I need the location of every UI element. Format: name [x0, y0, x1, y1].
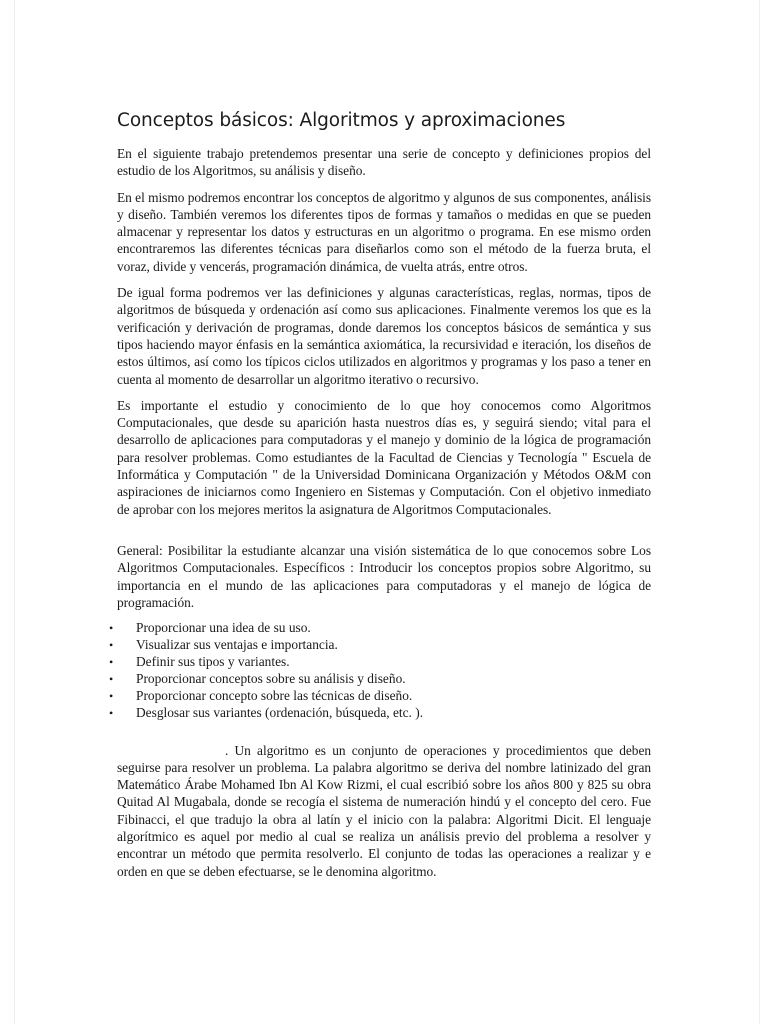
document-title: Conceptos básicos: Algoritmos y aproximaciones: [117, 110, 566, 131]
paragraph-importance: Es importante el estudio y conocimiento de lo que hoy conocemos como Algoritmos Computacionales, que desde su aparición hasta nuestros días es, y seguirá siendo; vital para el desarrollo de aplicaciones para computadoras y el manejo y dominio de la lógica de programación para resolver problemas. Como estudiantes de la Facultad de Ciencias y Tecnología " Escuela de Informática y Computación " de la Universidad Dominicana Organización y Métodos O&M con aspiraciones de iniciarnos como Ingeniero en Sistemas y Computación. Con el objetivo inmediato de aprobar con los mejores meritos la asignatura de Algoritmos Computacionales.: [117, 397, 651, 517]
list-item: [109, 671, 651, 688]
page-left-edge: [14, 0, 15, 1024]
bullet-icon: •: [109, 638, 114, 653]
bullet-icon: •: [109, 688, 114, 703]
paragraph-intro: En el siguiente trabajo pretendemos presentar una serie de concepto y definiciones propios del estudio de los Algoritmos, su análisis y diseño.: [117, 146, 651, 179]
bullet-icon: •: [109, 654, 114, 669]
paragraph-contents: En el mismo podremos encontrar los conceptos de algoritmo y algunos de sus componentes, análisis y diseño. También veremos los diferentes tipos de formas y tamaños o medidas en que se pueden almacenar y representar los datos y estructuras en un algoritmo o programa. En ese mismo orden encontraremos las diferentes técnicas para diseñarlos como son el método de la fuerza bruta, el voraz, divide y vencerás, programación dinámica, de vuelta atrás, entre otros.: [117, 189, 651, 274]
list-item-text: Visualizar sus ventajas e importancia.: [136, 637, 338, 653]
paragraph-algorithm-definition: . Un algoritmo es un conjunto de operaciones y procedimientos que deben seguirse para resolver un problema. La palabra algoritmo se deriva del nombre latinizado del gran Matemático Árabe Mohamed Ibn Al Kow Rizmi, el cual escribió sobre los años 800 y 825 su obra Quitad Al Mugabala, donde se recogía el sistema de numeración hindú y el concepto del cero. Fue Fibinacci, el que tradujo la obra al latín y el inicio con la palabra: Algoritmi Dicit. El lenguaje algorítmico es aquel por medio al cual se realiza un análisis previo del problema a resolver y encontrar un método que permita resolverlo. El conjunto de todas las operaciones a realizar y e orden en que se deben efectuarse, se le denomina algoritmo.: [117, 742, 651, 879]
list-item-text: Proporcionar una idea de su uso.: [136, 620, 311, 636]
list-item-text: Desglosar sus variantes (ordenación, búsqueda, etc. ).: [136, 704, 424, 720]
list-item: [109, 620, 651, 637]
list-item-text: Definir sus tipos y variantes.: [136, 653, 290, 669]
list-item-text: Proporcionar concepto sobre las técnicas de diseño.: [136, 687, 413, 703]
list-item: [109, 637, 651, 654]
list-item: [109, 654, 651, 671]
paragraph-definitions: De igual forma podremos ver las definiciones y algunas características, reglas, normas, tipos de algoritmos de búsqueda y ordenación así como sus aplicaciones. Finalmente veremos los que es la verificación y derivación de programas, donde daremos los conceptos básicos de semántica y sus tipos haciendo mayor énfasis en la semántica axiomática, la recursividad e iteración, los diseños de estos últimos, así como los típicos ciclos utilizados en algoritmos y programas y los paso a tener en cuenta al momento de desarrollar un algoritmo iterativo o recursivo.: [117, 285, 651, 387]
list-item: [109, 705, 651, 722]
objectives-list: [109, 620, 651, 721]
paragraph-objectives: General: Posibilitar la estudiante alcanzar una visión sistemática de lo que conocemos sobre Los Algoritmos Computacionales. Específicos : Introducir los conceptos propios sobre Algoritmo, su importancia en el mundo de las aplicaciones para computadoras y el manejo de lógica de programación.: [117, 542, 651, 610]
list-item-text: Proporcionar conceptos sobre su análisis y diseño.: [136, 670, 406, 686]
page-right-edge: [759, 0, 760, 1024]
bullet-icon: •: [109, 621, 114, 636]
bullet-icon: •: [109, 671, 114, 686]
document-content: [109, 108, 651, 889]
bullet-icon: •: [109, 705, 114, 720]
list-item: [109, 688, 651, 705]
